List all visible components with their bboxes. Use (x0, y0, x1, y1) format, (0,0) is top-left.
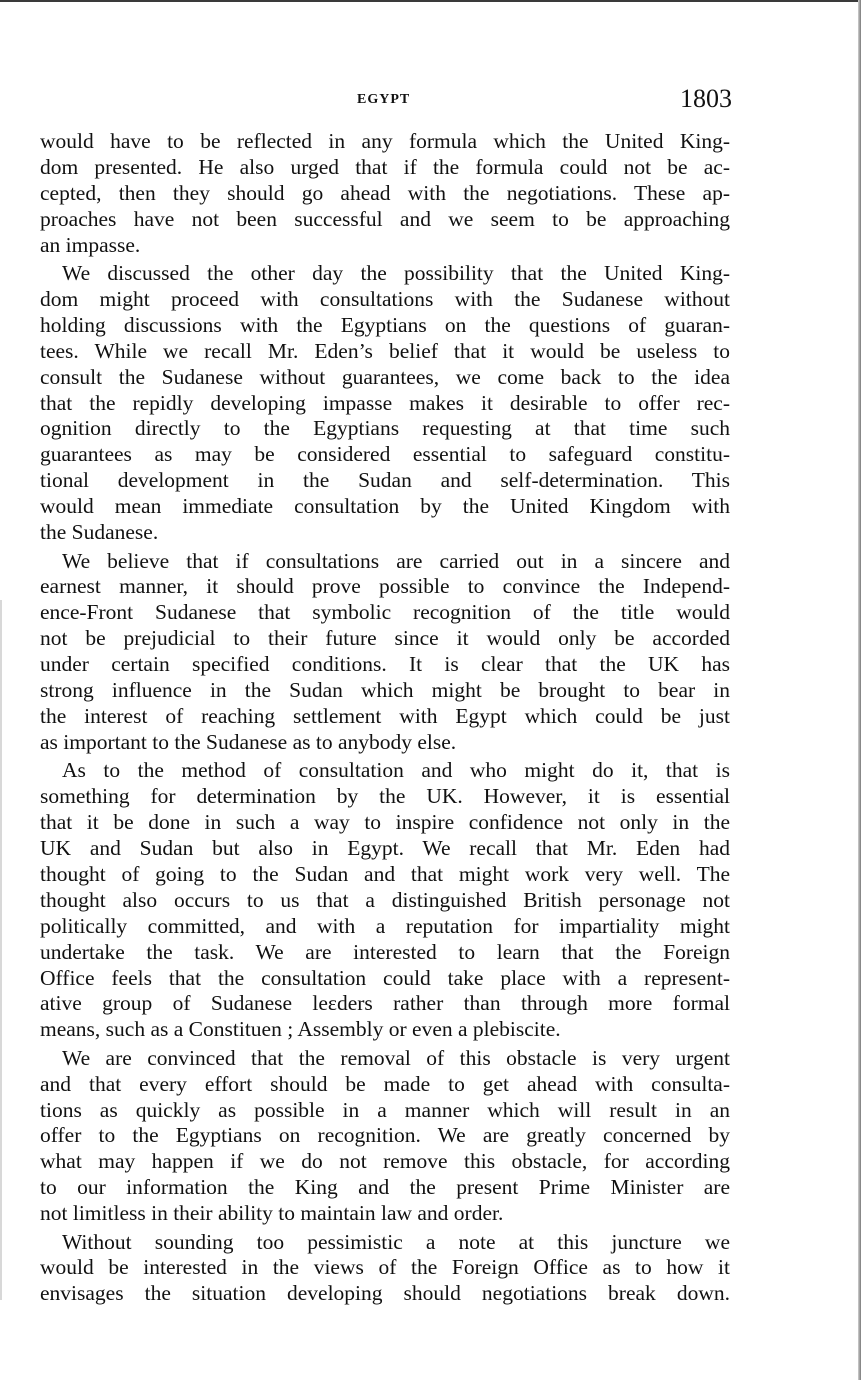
text-line: not limitless in their ability to maintain law and order. (40, 1201, 504, 1226)
text-line: would be interested in the views of the Foreign Office as to how it (40, 1255, 730, 1280)
document-body (40, 129, 730, 1310)
page-header (0, 84, 861, 118)
text-line: the Sudanese. (40, 520, 159, 545)
text-line: thought also occurs to us that a distinguished British personage not (40, 887, 730, 912)
text-line: tees. While we recall Mr. Eden’s belief that it would be useless to (40, 338, 730, 363)
text-line: As to the method of consultation and who might do it, that is (62, 758, 730, 783)
text-line: We are convinced that the removal of this obstacle is very urgent (62, 1045, 730, 1070)
text-line: consult the Sudanese without guarantees, we come back to the idea (40, 364, 730, 389)
text-line: that the repidly developing impasse makes it desirable to offer rec- (40, 390, 730, 415)
paragraph (40, 1046, 730, 1227)
page-number: 1803 (680, 84, 732, 113)
text-line: Office feels that the consultation could take place with a represent- (40, 965, 730, 990)
text-line: We discussed the other day the possibility that the United King- (62, 261, 730, 286)
paragraph (40, 261, 730, 546)
text-line: the interest of reaching settlement with Egypt which could be just (40, 703, 730, 728)
text-line: something for determination by the UK. However, it is essential (40, 784, 730, 809)
text-line: envisages the situation developing should negotiations break down. (40, 1281, 730, 1306)
text-line: cepted, then they should go ahead with the negotiations. These ap- (40, 180, 730, 205)
text-line: tions as quickly as possible in a manner which will result in an (40, 1097, 730, 1122)
text-line: proaches have not been successful and we seem to be approaching (40, 206, 730, 231)
paragraph (40, 1230, 730, 1308)
text-line: UK and Sudan but also in Egypt. We recall that Mr. Eden had (40, 835, 730, 860)
text-line: ative group of Sudanese leɛders rather than through more formal (40, 991, 730, 1016)
text-line: guarantees as may be considered essential to safeguard constitu- (40, 442, 730, 467)
text-line: earnest manner, it should prove possible to convince the Independ- (40, 574, 730, 599)
text-line: dom presented. He also urged that if the formula could not be ac- (40, 154, 730, 179)
scan-left-edge (0, 600, 2, 1300)
text-line: what may happen if we do not remove this obstacle, for according (40, 1149, 730, 1174)
text-line: would have to be reflected in any formula which the United King- (40, 129, 730, 153)
text-line: We believe that if consultations are carried out in a sincere and (62, 548, 730, 573)
text-line: to our information the King and the present Prime Minister are (40, 1175, 730, 1200)
text-line: an impasse. (40, 232, 141, 257)
text-line: offer to the Egyptians on recognition. We are greatly concerned by (40, 1123, 730, 1148)
text-line: thought of going to the Sudan and that might work very well. The (40, 861, 730, 886)
running-head: EGYPT (357, 92, 411, 107)
text-line: ence-Front Sudanese that symbolic recognition of the title would (40, 600, 730, 625)
text-line: and that every effort should be made to get ahead with consulta- (40, 1071, 730, 1096)
paragraph (40, 758, 730, 1043)
text-line: as important to the Sudanese as to anybody else. (40, 729, 457, 754)
text-line: undertake the task. We are interested to learn that the Foreign (40, 939, 730, 964)
text-line: politically committed, and with a reputation for impartiality might (40, 913, 730, 938)
text-line: not be prejudicial to their future since it would only be accorded (40, 626, 730, 651)
text-line: Without sounding too pessimistic a note at this juncture we (62, 1229, 730, 1254)
text-line: that it be done in such a way to inspire confidence not only in the (40, 810, 730, 835)
text-line: dom might proceed with consultations with the Sudanese without (40, 286, 730, 311)
scan-top-edge (0, 0, 861, 2)
text-line: ognition directly to the Egyptians requesting at that time such (40, 416, 730, 441)
paragraph (40, 129, 730, 259)
text-line: under certain specified conditions. It is clear that the UK has (40, 652, 730, 677)
text-line: would mean immediate consultation by the United Kingdom with (40, 494, 730, 519)
text-line: strong influence in the Sudan which might be brought to bear in (40, 678, 730, 703)
paragraph (40, 549, 730, 756)
text-line: means, such as a Constituen ; Assembly or even a plebiscite. (40, 1017, 561, 1042)
text-line: tional development in the Sudan and self-determination. This (40, 468, 730, 493)
text-line: holding discussions with the Egyptians on the questions of guaran- (40, 312, 730, 337)
